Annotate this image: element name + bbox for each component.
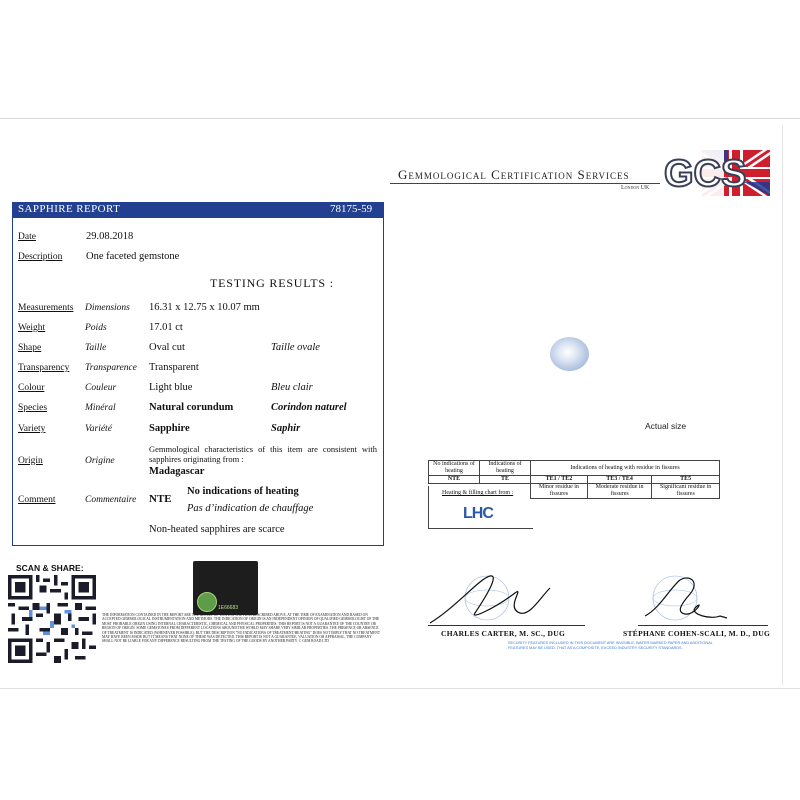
testing-results-heading: TESTING RESULTS : [210,276,334,290]
field-fr-label-variety: Variété [85,424,112,434]
field-label-variety: Variety [18,424,46,434]
origin-note: Gemmological characteristics of this item are consistent with sapphires originating from : [149,444,377,464]
field-fr-label-colour: Couleur [85,383,117,393]
field-value-shape: Oval cut [149,342,185,353]
field-value-colour: Light blue [149,382,193,393]
heating-description-cell: Moderate residue in fissures [587,484,651,499]
heating-chart-label: Heating & filling chart from : [442,490,514,496]
hologram-number: 1E66683 [218,605,239,611]
field-value-fr-colour: Bleu clair [271,382,313,393]
heating-code-cell: TE [480,476,531,484]
gcs-union-jack-logo [662,150,770,196]
field-fr-label-transparency: Transparence [85,363,137,373]
heating-code-cell: TE3 / TE4 [587,476,651,484]
lhc-logo: LHC [463,505,493,522]
heating-col2-header: Indications of heating [480,461,531,476]
heating-col1-header: No indications of heating [429,461,480,476]
field-value-variety: Sapphire [149,423,190,434]
field-fr-label-weight: Poids [85,323,107,333]
comment-fr-label: Commentaire [85,495,137,505]
gemstone-image [550,337,589,371]
signatory-right-name: STÉPHANE COHEN-SCALI, M. D., DUG [623,629,771,638]
signatory-left-name: CHARLES CARTER, M. SC., DUG [441,629,566,638]
description-value: One faceted gemstone [86,251,180,262]
signature-right [635,568,735,630]
logo-letters: GCS [664,153,747,195]
field-value-species: Natural corundum [149,402,234,413]
field-value-measurements: 16.31 x 12.75 x 10.07 mm [149,302,260,313]
security-note: SECURITY FEATURES INCLUDED IN THIS DOCUMENT ARE INVISIBLE, WATER MARKED PAPER AND ADDITIONAL FEATURES MAY BE USED. THAT AS A COMPOSITE, EXCEED INDUSTRY SECURITY STANDARDS. [508,641,713,650]
field-value-transparency: Transparent [149,362,199,373]
organization-name: Gemmological Certification Services [398,167,630,182]
field-fr-label-measurements: Dimensions [85,303,130,313]
heating-code-cell: TE5 [652,476,720,484]
comment-value-fr: Pas d’indication de chauffage [187,503,314,514]
hologram-seal-icon [197,592,217,612]
heating-description-cell: Significant residue in fissures [652,484,720,499]
qr-code[interactable] [8,575,96,663]
date-label: Date [18,232,36,242]
field-value-weight: 17.01 ct [149,322,183,333]
heating-code-cell: NTE [429,476,480,484]
origin-value: Madagascar [149,466,205,477]
heating-code-cell: TE1 / TE2 [531,476,588,484]
comment-value: No indications of heating [187,486,299,497]
top-border-line [0,118,800,119]
field-label-species: Species [18,403,48,413]
organization-location: London UK [621,185,650,191]
signature-line-left [428,625,585,626]
field-value-fr-species: Corindon naturel [271,402,347,413]
report-footnote: Non-heated sapphires are scarce [149,524,285,535]
field-label-weight: Weight [18,323,46,333]
disclaimer-text: THE INFORMATION CONTAINED IN THE REPORT ARE THE RESULT OF TESTING THE ITEM DESCRIBED ABOVE, AT THE TIME OF EXAMINATION AND BASED ON ACCEPTED GEMMOLOGICAL INSTRUMENTATION AND METHODS. THE INDICATION OF ORIGIN IS AN INDEPENDENT OPINION OF QUALIFIED GEMMOLOGIST OF THE MOST PROBABLE ORIGIN USING INTERNAL CHARACTERISTIC, CHEMICAL AND PHYSICAL PROPERTIES. THIS REPORT IS NOT A GUARANTEE OF THE COUNTRY OR REGION OF ORIGIN. SOME GEMSTONES FROM DIFFERENT LOCATIONS AROUND THE WORLD MAY SHARE VERY SIMILAR PROPERTIES. THE PRESENCE OR ABSENCE OF TREATMENT IS INDICATED (WHENEVER POSSIBLE), BUT THE DESCRIPTION "NO INDICATIONS OF TREATMENT/HEATING" DOES NOT IMPLY THAT NO TREATMENT MAY HAVE BEEN MADE BUT IT MEANS THAT NONE OF THESE WAS DETECTED. THIS REPORT IS NOT A GUARANTEE, VALUATION OR APPRAISAL. THE COMPANY SHALL NOT BE LIABLE FOR ANY DIFFERENCE RESULTING FROM THE TESTING OF THE GOODS BY ANOTHER PARTY. © GEM ROAD LTD [102,613,380,644]
origin-fr-label: Origine [85,456,115,466]
actual-size-caption: Actual size [645,421,687,431]
right-border-line [782,125,783,685]
bottom-border-line [0,688,800,689]
organization-underline [390,183,660,184]
heating-group-header: Indications of heating with residue in fissures [531,461,720,476]
field-label-colour: Colour [18,383,45,393]
signature-left [425,568,555,630]
comment-code: NTE [149,493,172,505]
scan-share-label: SCAN & SHARE: [16,563,84,573]
origin-label: Origin [18,456,43,466]
field-fr-label-shape: Taille [85,343,107,353]
report-title: SAPPHIRE REPORT [18,203,121,215]
report-number: 78175-59 [330,203,373,215]
comment-label: Comment [18,495,56,505]
field-value-fr-variety: Saphir [271,423,301,434]
field-value-fr-shape: Taille ovale [271,342,320,353]
date-value: 29.08.2018 [86,231,134,242]
field-label-transparency: Transparency [18,363,70,373]
field-label-shape: Shape [18,343,42,353]
signature-line-right [638,625,768,626]
heating-description-cell: Minor residue in fissures [531,484,588,499]
description-label: Description [18,252,63,262]
field-label-measurements: Measurements [18,303,74,313]
field-fr-label-species: Minéral [85,403,116,413]
